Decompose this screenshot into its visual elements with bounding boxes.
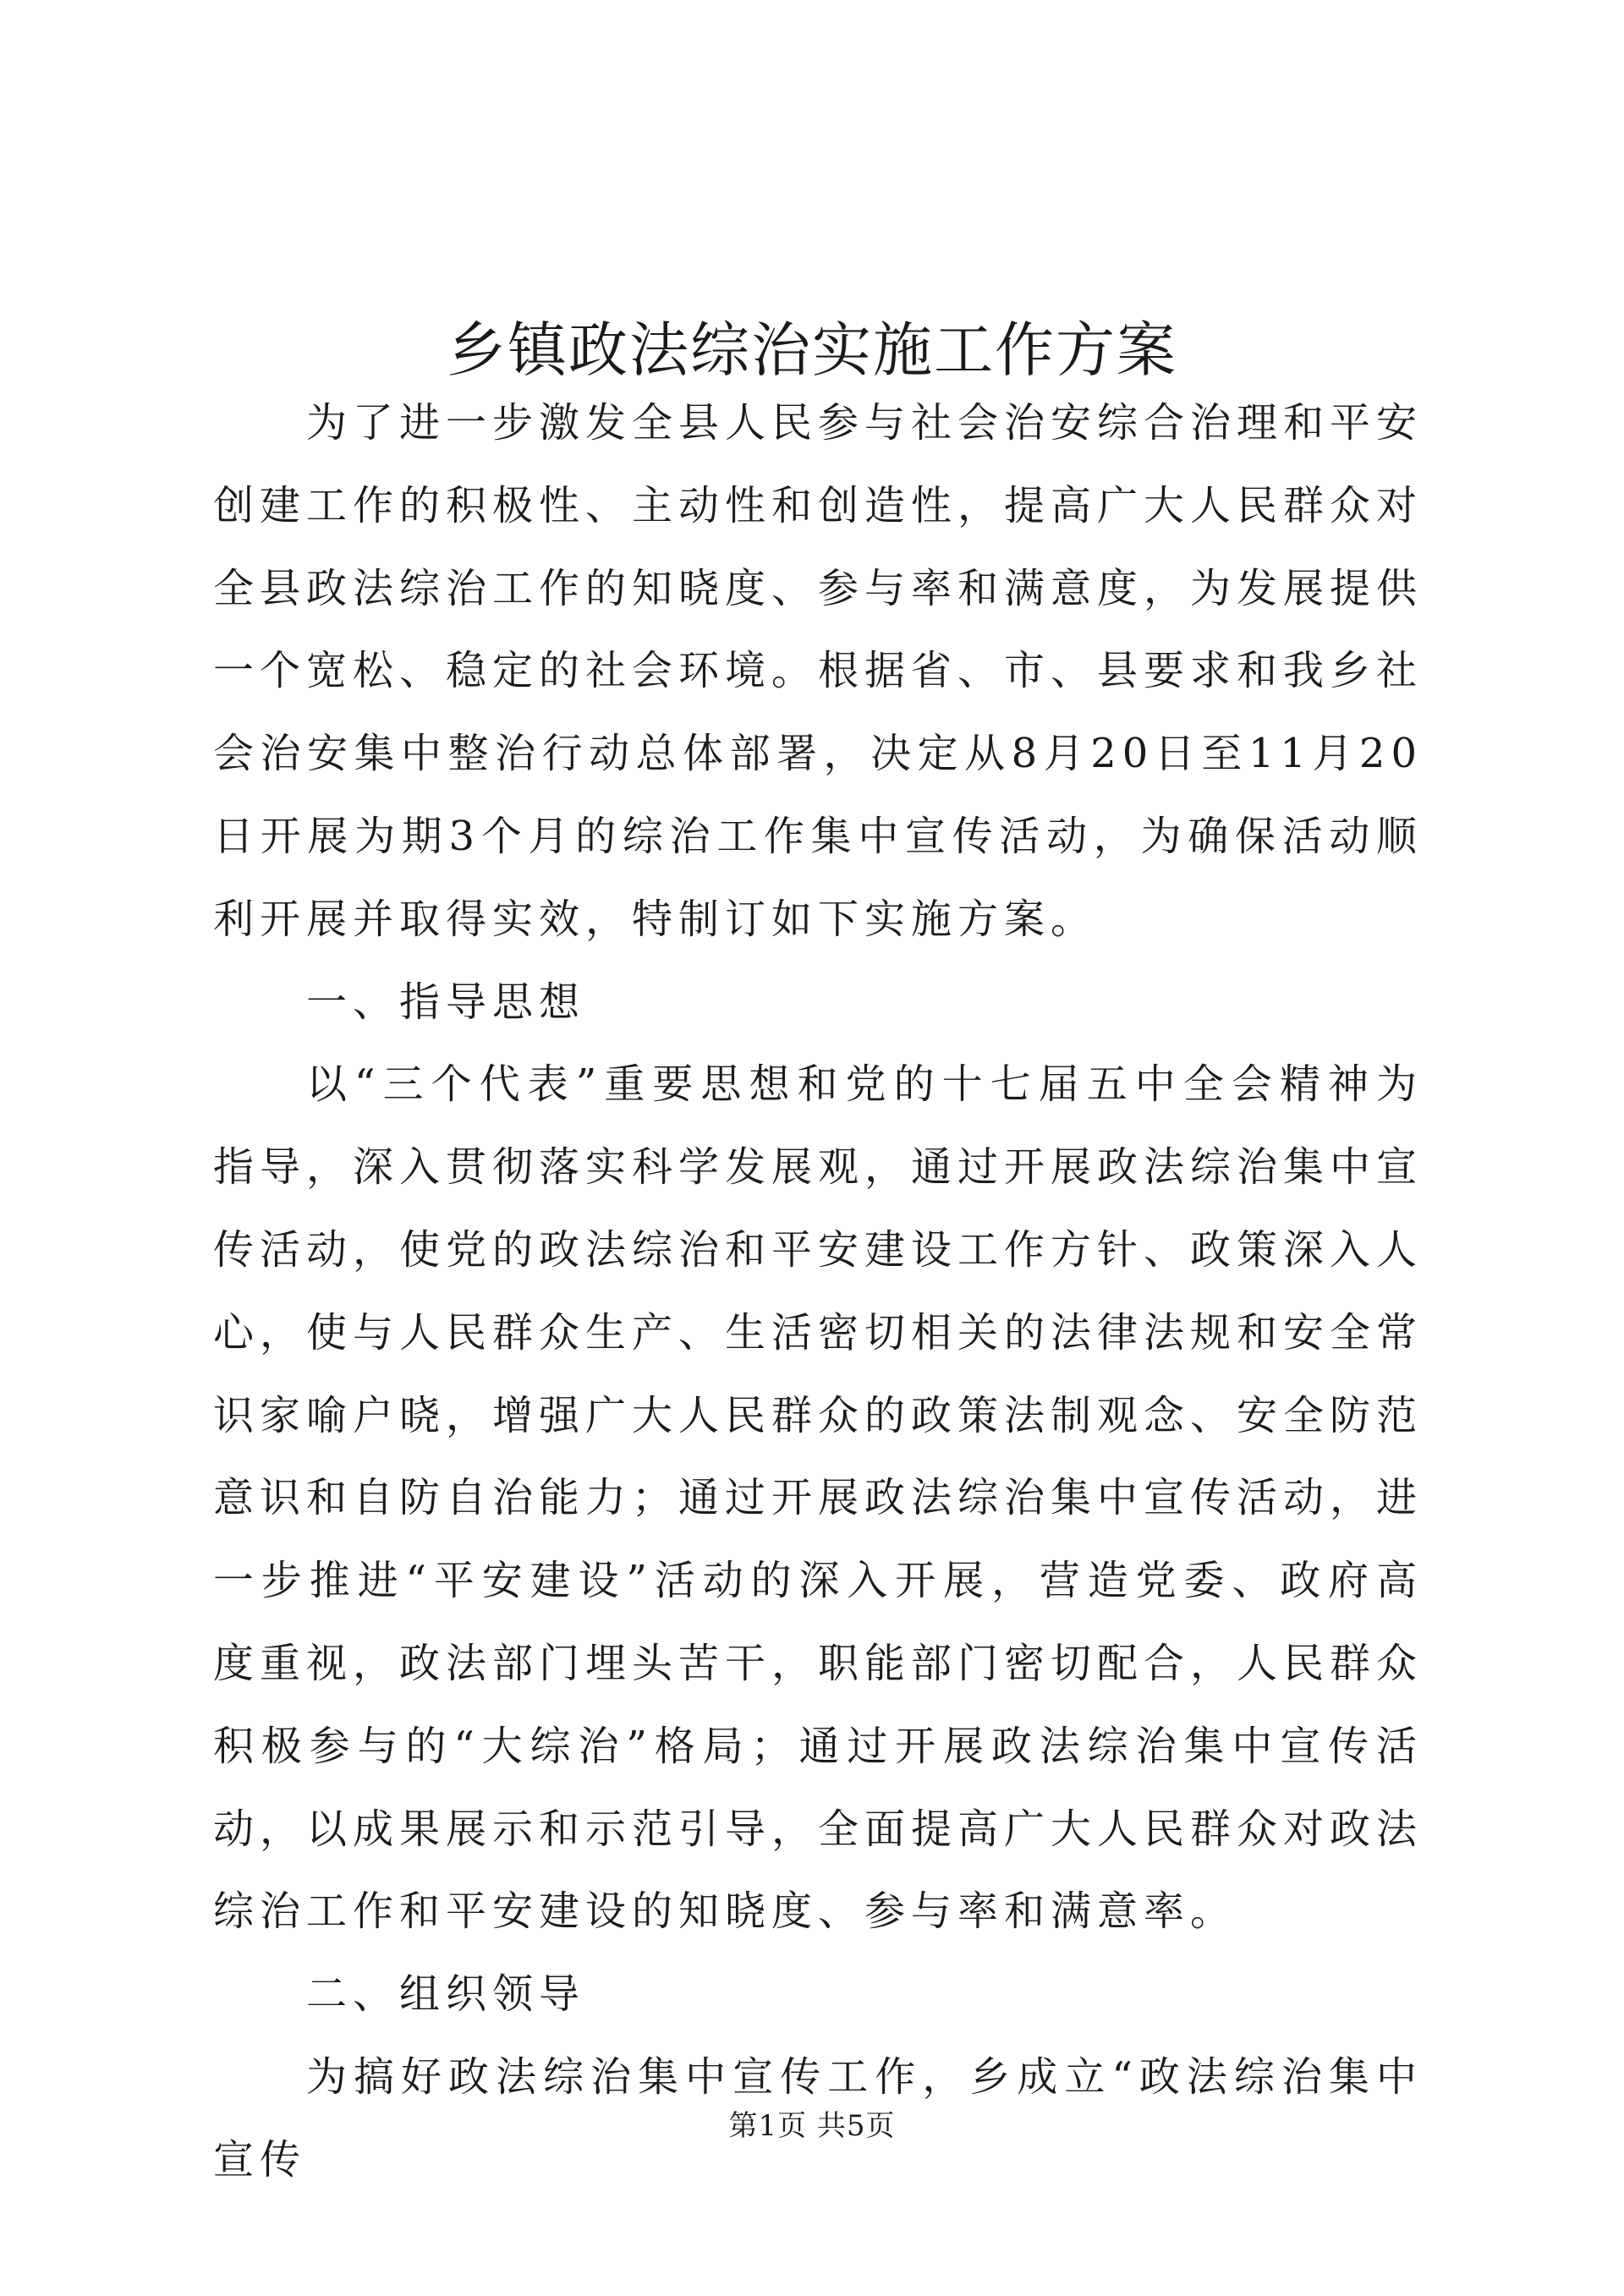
guiding-ideology-paragraph: 以“三个代表”重要思想和党的十七届五中全会精神为指导，深入贯彻落实科学发展观，通过开展政法综治集中宣传活动，使党的政法综治和平安建设工作方针、政策深入人心，使与人民群众生产、生活密切相关的法律法规和安全常识家喻户晓，增强广大人民群众的政策法制观念、安全防范意识和自防自治能力；通过开展政法综治集中宣传活动，进一步推进“平安建设”活动的深入开展，营造党委、政府高度重视，政法部门埋头苦干，职能部门密切配合，人民群众积极参与的“大综治”格局；通过开展政法综治集中宣传活动，以成果展示和示范引导，全面提高广大人民群众对政法综治工作和平安建设的知晓度、参与率和满意率。 xyxy=(213,1060,1424,1936)
section-heading-organization: 二、组织领导 xyxy=(306,1970,586,2019)
section-heading-guiding-ideology: 一、指导思想 xyxy=(306,978,586,1026)
document-body xyxy=(213,382,1423,2202)
document-title: 乡镇政法综治实施工作方案 xyxy=(447,315,1177,385)
organization-paragraph: 为搞好政法综治集中宣传工作，乡成立“政法综治集中宣传 xyxy=(213,2052,1423,2184)
page-number-footer: 第1页 共5页 xyxy=(728,2109,896,2143)
intro-paragraph: 为了进一步激发全县人民参与社会治安综合治理和平安创建工作的积极性、主动性和创造性，提高广大人民群众对全县政法综治工作的知晓度、参与率和满意度，为发展提供一个宽松、稳定的社会环境。根据省、市、县要求和我乡社会治安集中整治行动总体部署，决定从8月20日至11月20日开展为期3个月的综治工作集中宣传活动，为确保活动顺利开展并取得实效，特制订如下实施方案。 xyxy=(213,399,1424,943)
